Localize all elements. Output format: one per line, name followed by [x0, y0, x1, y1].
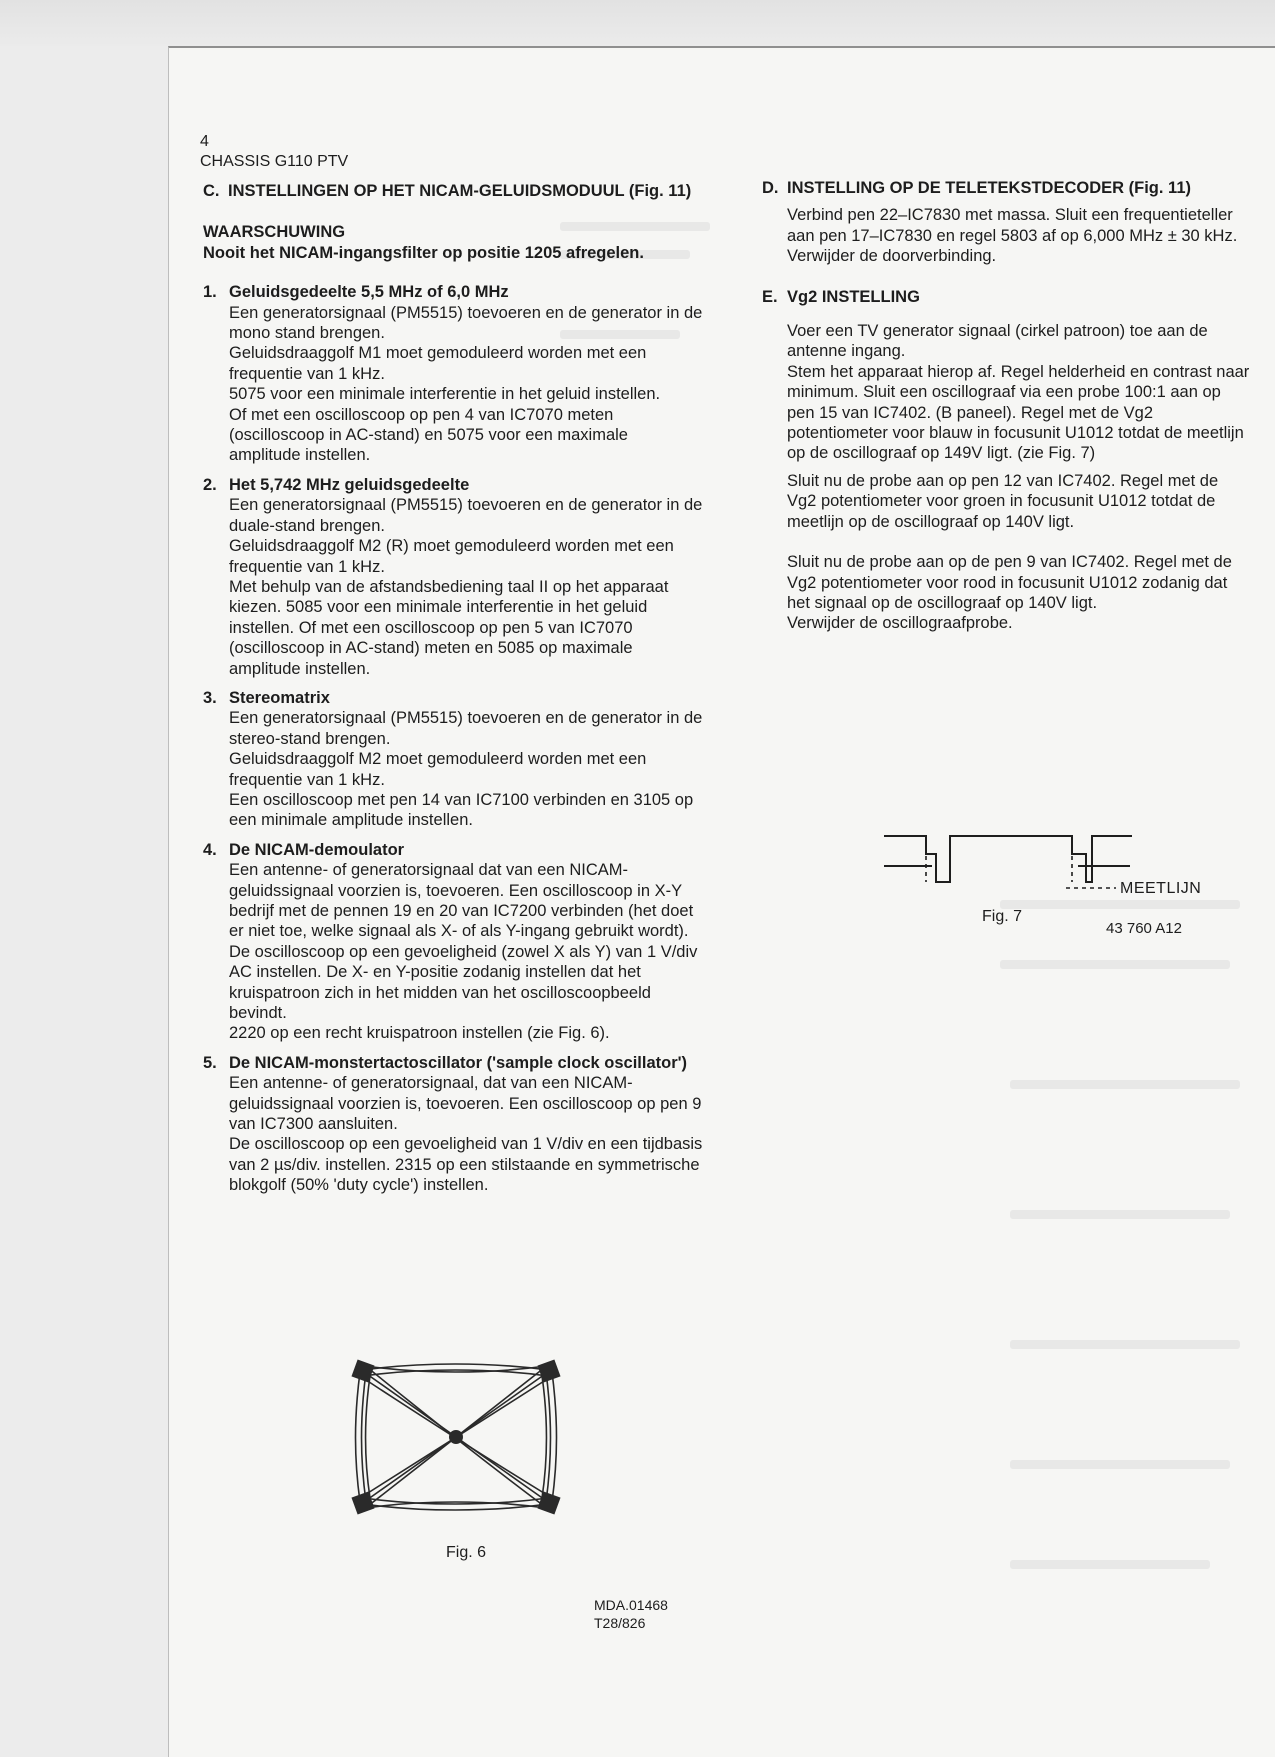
item-title: Geluidsgedeelte 5,5 MHz of 6,0 MHz: [229, 283, 509, 302]
item-number: 5.: [203, 1053, 217, 1072]
list-item: [203, 840, 703, 1044]
warning-text: Nooit het NICAM-ingangsfilter op positie 1205 afregelen.: [203, 243, 644, 262]
footer-code-1: MDA.01468: [594, 1597, 668, 1613]
item-title: Het 5,742 MHz geluidsgedeelte: [229, 475, 470, 494]
fig7-code: 43 760 A12: [1106, 920, 1182, 937]
section-e-letter: E.: [762, 287, 778, 306]
item-paragraph: Een antenne- of generatorsignaal dat van een NICAM-geluidssignaal voorzien is, toevoeren. Een oscilloscoop in X-Y bedrijf met de pennen 19 en 20 van IC7200 verbinden (het doet er niet toe, welke signaal als X- of als Y-ingang gebruikt wordt). De oscilloscoop op een gevoeligheid (zowel X als Y) van 1 V/div AC instellen. De X- en Y-positie zodanig instellen dat het kruispatroon zich in het midden van het oscilloscoopbeeld bevindt.: [229, 861, 698, 1023]
scan-background: [0, 0, 1275, 46]
section-d-title: INSTELLING OP DE TELETEKSTDECODER (Fig. 11): [787, 179, 1191, 197]
section-e-paragraph: Sluit nu de probe aan op pen 12 van IC7402. Regel met de Vg2 potentiometer voor groen in focusunit U1012 totdat de meetlijn op de oscillograaf op 140V ligt.: [787, 471, 1219, 531]
item-paragraph: Een oscilloscoop met pen 14 van IC7100 verbinden en 3105 op een minimale amplitude instellen.: [229, 790, 694, 830]
item-paragraph: Geluidsdraaggolf M1 moet gemoduleerd worden met een frequentie van 1 kHz.: [229, 344, 647, 383]
section-d-paragraph: Verbind pen 22–IC7830 met massa. Sluit een frequentieteller aan pen 17–IC7830 en regel 5803 af op 6,000 MHz ± 30 kHz.: [787, 206, 1238, 245]
section-e-body: [787, 321, 1252, 634]
list-item: [203, 475, 703, 679]
item-paragraph: Geluidsdraaggolf M2 (R) moet gemoduleerd worden met een frequentie van 1 kHz.: [229, 537, 674, 576]
fig7-caption: Fig. 7: [982, 908, 1023, 925]
left-column: [203, 181, 703, 1196]
section-d-letter: D.: [762, 179, 779, 197]
item-title: De NICAM-monstertactoscillator ('sample clock oscillator'): [229, 1053, 688, 1072]
section-d-heading: [762, 178, 1252, 198]
item-paragraph: Een generatorsignaal (PM5515) toevoeren en de generator in de mono stand brengen.: [229, 303, 703, 343]
warning-box: [203, 222, 703, 263]
list-item: [203, 1053, 703, 1196]
item-number: 1.: [203, 283, 217, 302]
instruction-list: [203, 282, 703, 1195]
section-e-paragraph: Verwijder de oscillograafprobe.: [787, 614, 1013, 633]
fig6-cross-pattern: [350, 1358, 562, 1516]
item-paragraph: Een generatorsignaal (PM5515) toevoeren en de generator in de duale-stand brengen.: [229, 496, 703, 535]
item-number: 3.: [203, 688, 217, 707]
section-e-title: Vg2 INSTELLING: [787, 287, 920, 306]
section-e-paragraph: Sluit nu de probe aan op de pen 9 van IC7402. Regel met de Vg2 potentiometer voor rood in focusunit U1012 zodanig dat het signaal op de oscillograaf op 140V ligt.: [787, 553, 1232, 612]
item-title: Stereomatrix: [229, 688, 330, 707]
item-paragraph: Een antenne- of generatorsignaal, dat van een NICAM-geluidssignaal voorzien is, toevoeren. Een oscilloscoop op pen 9 van IC7300 aansluiten.: [229, 1074, 702, 1134]
page-number: 4: [200, 133, 209, 150]
item-title: De NICAM-demoulator: [229, 840, 405, 859]
fig6-caption: Fig. 6: [446, 1544, 487, 1561]
fig7-waveform: [880, 826, 1140, 898]
chassis-title: CHASSIS G110 PTV: [200, 153, 349, 170]
section-e-paragraph: Stem het apparaat hierop af. Regel helderheid en contrast naar minimum. Sluit een oscillograaf via een probe 100:1 aan op pen 15 van IC7402. (B paneel). Regel met de Vg2 potentiometer voor blauw in focusunit U1012 totdat de meetlijn op de oscillograaf op 149V ligt. (zie Fig. 7): [787, 362, 1250, 463]
right-column: [762, 178, 1252, 641]
item-paragraph: Geluidsdraaggolf M2 moet gemoduleerd worden met een frequentie van 1 kHz.: [229, 750, 647, 789]
section-e-paragraph: Voer een TV generator signaal (cirkel patroon) toe aan de antenne ingang.: [787, 322, 1208, 361]
list-item: [203, 688, 703, 831]
item-paragraph: Een generatorsignaal (PM5515) toevoeren en de generator in de stereo-stand brengen.: [229, 709, 703, 748]
item-number: 4.: [203, 840, 217, 859]
section-d-paragraph: Verwijder de doorverbinding.: [787, 247, 997, 266]
item-paragraph: 5075 voor een minimale interferentie in het geluid instellen.: [229, 385, 661, 404]
section-c-letter: C.: [203, 182, 220, 200]
footer-code-2: T28/826: [594, 1615, 646, 1631]
section-e-heading: [762, 287, 1252, 307]
fig7-meetlijn-label: MEETLIJN: [1120, 880, 1202, 897]
item-number: 2.: [203, 475, 217, 494]
item-paragraph: 2220 op een recht kruispatroon instellen (zie Fig. 6).: [229, 1024, 610, 1043]
item-paragraph: Met behulp van de afstandsbediening taal II op het apparaat kiezen. 5085 voor een minimale interferentie in het geluid instellen. Of met een oscilloscoop op pen 5 van IC7070 (oscilloscoop in AC-stand) meten en 5085 op maximale amplitude instellen.: [229, 577, 669, 678]
warning-title: WAARSCHUWING: [203, 223, 346, 242]
item-paragraph: De oscilloscoop op een gevoeligheid van 1 V/div en een tijdbasis van 2 µs/div. instellen. 2315 op een stilstaande en symmetrische blokgolf (50% 'duty cycle') instellen.: [229, 1135, 703, 1195]
section-c-title: INSTELLINGEN OP HET NICAM-GELUIDSMODUUL (Fig. 11): [228, 182, 692, 200]
item-paragraph: Of met een oscilloscoop op pen 4 van IC7070 meten (oscilloscoop in AC-stand) en 5075 voor een maximale amplitude instellen.: [229, 405, 628, 465]
section-c-heading: [203, 181, 703, 201]
section-d-body: [787, 205, 1252, 266]
list-item: [203, 282, 703, 466]
